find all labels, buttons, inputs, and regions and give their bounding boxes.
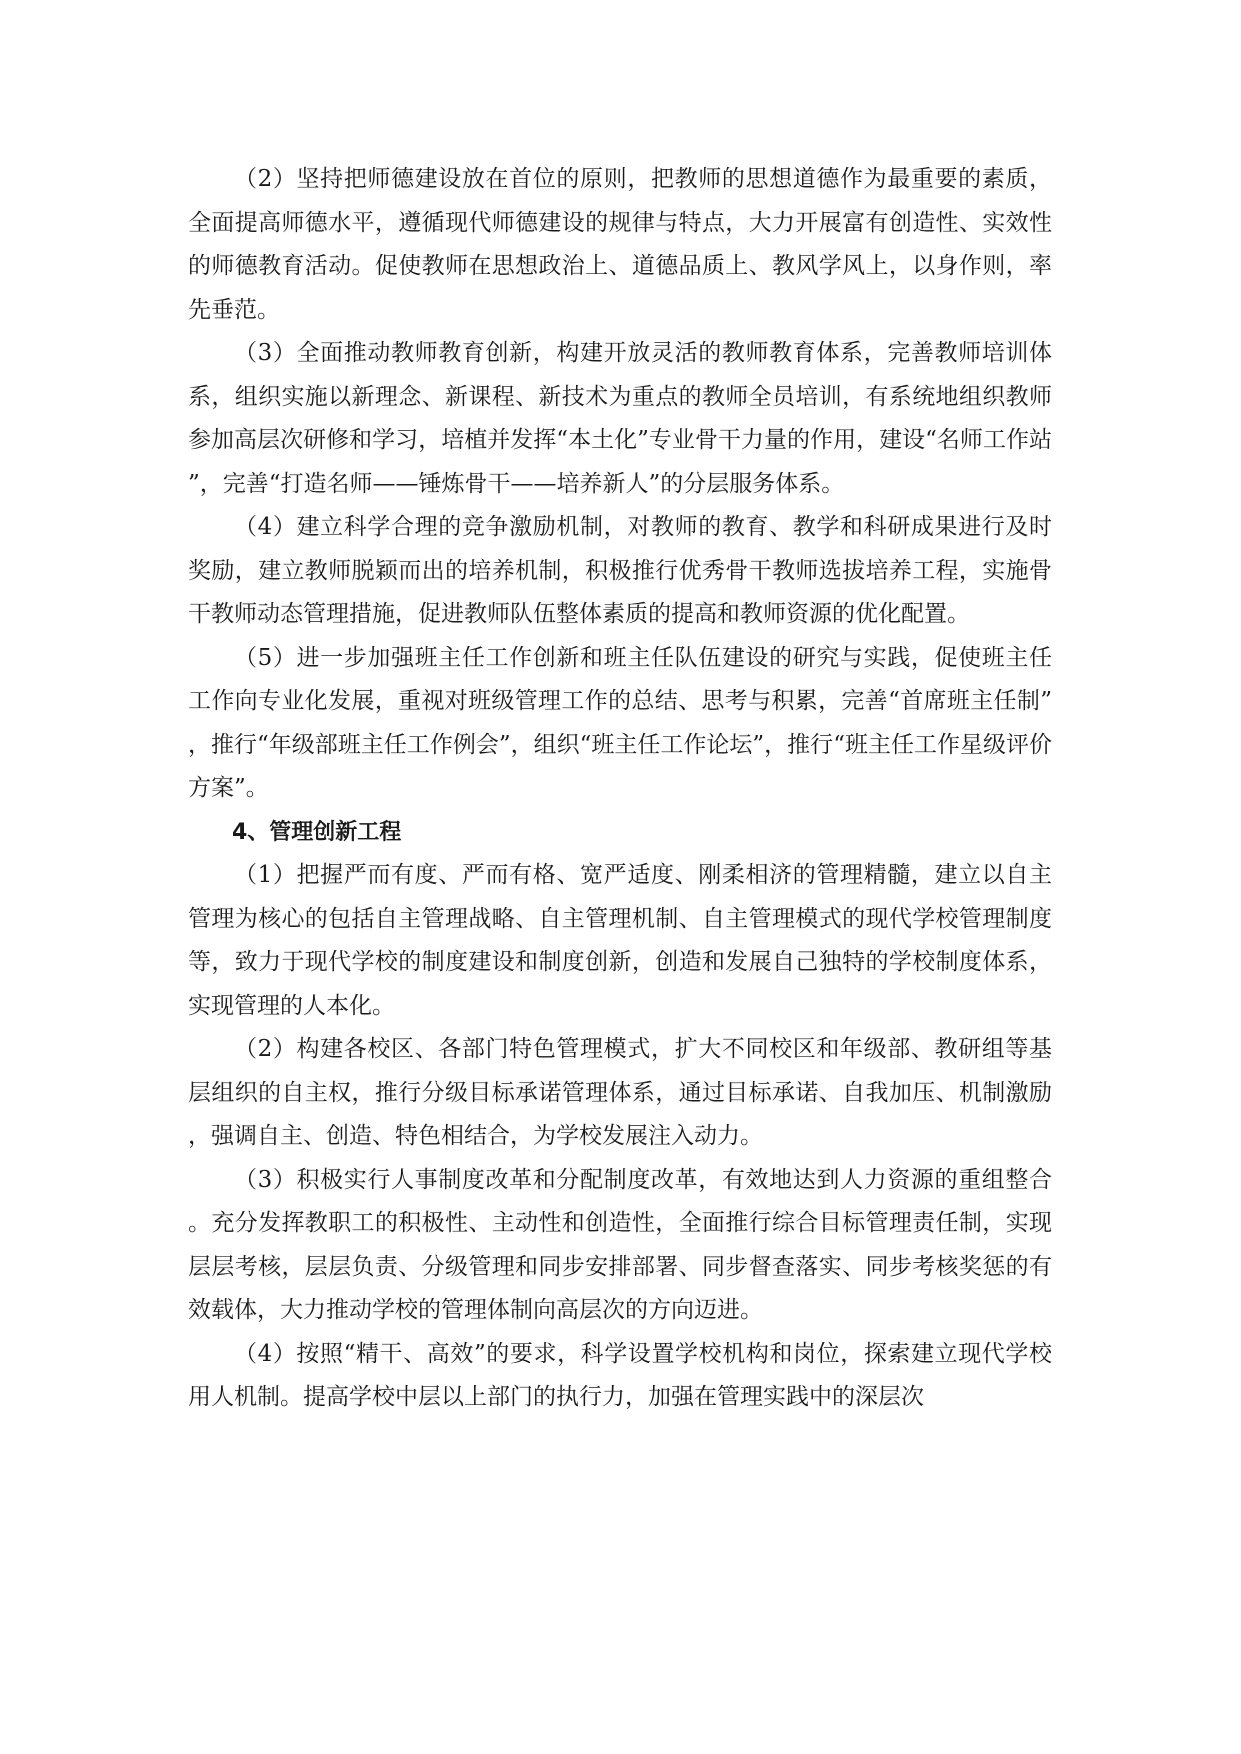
paragraph-incentive-mechanism: （4）建立科学合理的竞争激励机制，对教师的教育、教学和科研成果进行及时奖励，建立教师脱颖而出的培养机制，积极推行优秀骨干教师选拔培养工程，实施骨干教师动态管理措施，促进教师队伍整体素质的提高和教师资源的优化配置。 (188, 514, 1052, 627)
document-body (188, 158, 1052, 1420)
paragraph-teacher-education-innovation: （3）全面推动教师教育创新，构建开放灵活的教师教育体系，完善教师培训体系，组织实施以新理念、新课程、新技术为重点的教师全员培训，有系统地组织教师参加高层次研修和学习，培植并发挥“本土化”专业骨干力量的作用，建设“名师工作站”，完善“打造名师——锤炼骨干——培养新人”的分层服务体系。 (188, 340, 1052, 497)
section-heading-management-innovation: 4、管理创新工程 (232, 819, 402, 845)
paragraph-head-teacher-innovation: （5）进一步加强班主任工作创新和班主任队伍建设的研究与实践，促使班主任工作向专业化发展，重视对班级管理工作的总结、思考与积累，完善“首席班主任制”，推行“年级部班主任工作例会”，组织“班主任工作论坛”，推行“班主任工作星级评价方案”。 (188, 644, 1052, 801)
paragraph-organization-setup: （4）按照“精干、高效”的要求，科学设置学校机构和岗位，探索建立现代学校用人机制。提高学校中层以上部门的执行力，加强在管理实践中的深层次 (188, 1340, 1052, 1410)
paragraph-teacher-ethics: （2）坚持把师德建设放在首位的原则，把教师的思想道德作为最重要的素质，全面提高师德水平，遵循现代师德建设的规律与特点，大力开展富有创造性、实效性的师德教育活动。促使教师在思想政治上、道德品质上、教风学风上，以身作则，率先垂范。 (188, 166, 1052, 323)
paragraph-campus-management-mode: （2）构建各校区、各部门特色管理模式，扩大不同校区和年级部、教研组等基层组织的自主权，推行分级目标承诺管理体系，通过目标承诺、自我加压、机制激励，强调自主、创造、特色相结合，为学校发展注入动力。 (188, 1036, 1052, 1149)
paragraph-personnel-reform: （3）积极实行人事制度改革和分配制度改革，有效地达到人力资源的重组整合。充分发挥教职工的积极性、主动性和创造性，全面推行综合目标管理责任制，实现层层考核，层层负责、分级管理和同步安排部署、同步督查落实、同步考核奖惩的有效载体，大力推动学校的管理体制向高层次的方向迈进。 (188, 1166, 1052, 1323)
paragraph-management-essence: （1）把握严而有度、严而有格、宽严适度、刚柔相济的管理精髓，建立以自主管理为核心的包括自主管理战略、自主管理机制、自主管理模式的现代学校管理制度等，致力于现代学校的制度建设和制度创新，创造和发展自己独特的学校制度体系，实现管理的人本化。 (188, 862, 1052, 1019)
